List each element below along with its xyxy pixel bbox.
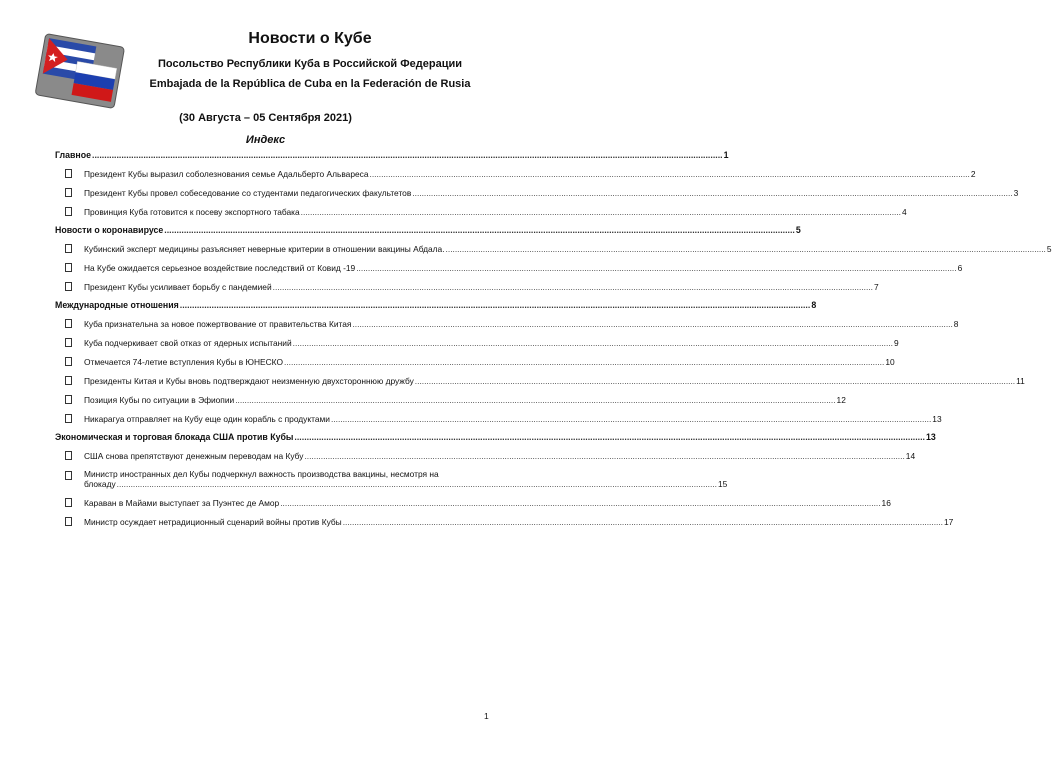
toc-entry-page: 5	[1046, 244, 1052, 254]
bullet-box-icon	[65, 414, 72, 423]
subtitle-spanish: Embajada de la República de Cuba en la Federación de Rusia	[149, 78, 471, 90]
toc-entry[interactable]	[55, 356, 895, 367]
toc-section[interactable]	[55, 300, 817, 310]
toc-entry[interactable]	[55, 168, 976, 179]
toc-entry[interactable]	[55, 206, 907, 217]
toc-entry-page: 6	[957, 263, 963, 273]
leader-dots	[331, 414, 931, 424]
toc-entry[interactable]	[55, 262, 963, 273]
toc-entry-text-cont: блокаду	[84, 479, 116, 489]
bullet-box-icon	[65, 244, 72, 253]
leader-dots	[301, 207, 901, 217]
bullet-box-icon	[65, 498, 72, 507]
bullet-box-icon	[65, 338, 72, 347]
toc-entry-page: 11	[1016, 376, 1025, 386]
toc-entry[interactable]	[55, 413, 942, 424]
toc-entry[interactable]	[55, 243, 1052, 254]
bullet-box-icon	[65, 188, 72, 197]
toc-entry-page: 17	[944, 517, 954, 527]
toc-entry-text: Президенты Китая и Кубы вновь подтверждают неизменную двухстороннюю дружбу	[84, 376, 414, 386]
page-number: 1	[484, 711, 489, 721]
toc-entry[interactable]	[55, 187, 1019, 198]
toc-entry-page: 10	[885, 357, 895, 367]
leader-dots	[293, 338, 893, 348]
document-header	[130, 30, 490, 90]
toc-entry-text: Отмечается 74-летие вступления Кубы в ЮНЕСКО	[84, 357, 283, 367]
toc-entry-text: Караван в Майами выступает за Пуэнтес де Амор	[84, 498, 280, 508]
toc-entry-page: 13	[926, 432, 936, 442]
bullet-box-icon	[65, 282, 72, 291]
toc-entry-text: Куба подчеркивает свой отказ от ядерных испытаний	[84, 338, 292, 348]
leader-dots	[284, 357, 884, 367]
leader-dots	[273, 282, 873, 292]
toc-section[interactable]	[55, 432, 936, 442]
bullet-box-icon	[65, 376, 72, 385]
toc-section-title: Экономическая и торговая блокада США против Кубы	[55, 432, 294, 442]
toc-entry-page: 13	[932, 414, 942, 424]
toc-entry-text: Президент Кубы выразил соболезнования семье Адальберто Альвареса	[84, 169, 369, 179]
toc-entry-text: Провинция Куба готовится к посеву экспортного табака	[84, 207, 300, 217]
toc-entry-page: 14	[905, 451, 916, 461]
toc-section-title: Главное	[55, 150, 92, 160]
toc-entry-text: Позиция Кубы по ситуации в Эфиопии	[84, 395, 235, 405]
toc-entry-page: 2	[970, 169, 976, 179]
toc-entry-page: 8	[953, 319, 959, 329]
toc-entry[interactable]	[55, 318, 959, 329]
toc-entry[interactable]	[55, 375, 1025, 386]
leader-dots	[415, 376, 1015, 386]
flags-logo	[32, 22, 128, 118]
toc-entry-text: США снова препятствуют денежным переводам на Кубу	[84, 451, 304, 461]
leader-dots	[352, 319, 952, 329]
toc-entry[interactable]	[55, 394, 846, 405]
bullet-box-icon	[65, 207, 72, 216]
toc-entry[interactable]	[55, 469, 728, 489]
toc-entry-text: На Кубе ожидается серьезное воздействие последствий от Ковид -19	[84, 263, 356, 273]
toc-section-title: Международные отношения	[55, 300, 179, 310]
toc-entry-text: Никарагуа отправляет на Кубу еще один корабль с продуктами	[84, 414, 330, 424]
bullet-box-icon	[65, 357, 72, 366]
toc-entry-text: Президент Кубы провел собеседование со студентами педагогических факультетов	[84, 188, 412, 198]
leader-dots	[412, 188, 1012, 198]
bullet-box-icon	[65, 451, 72, 460]
bullet-box-icon	[65, 517, 72, 526]
toc-entry[interactable]	[55, 450, 916, 461]
toc-entry-page: 9	[893, 338, 899, 348]
leader-dots	[180, 300, 811, 310]
toc-entry[interactable]	[55, 281, 879, 292]
toc-entry-text: Президент Кубы усиливает борьбу с пандемией	[84, 282, 272, 292]
toc-entry-page: 7	[873, 282, 879, 292]
toc-entry-text: Министр иностранных дел Кубы подчеркнул важность производства вакцины, несмотря на	[84, 469, 439, 479]
bullet-box-icon	[65, 395, 72, 404]
leader-dots	[304, 451, 904, 461]
leader-dots	[370, 169, 970, 179]
leader-dots	[235, 395, 835, 405]
toc-section-title: Новости о коронавирусе	[55, 225, 164, 235]
table-of-contents	[55, 150, 1052, 535]
toc-section[interactable]	[55, 225, 801, 235]
toc-entry[interactable]	[55, 516, 954, 527]
leader-dots	[343, 517, 943, 527]
bullet-box-icon	[65, 169, 72, 178]
toc-entry-text: Кубинский эксперт медицины разъясняет неверные критерии в отношении вакцины Абдала.	[84, 244, 445, 254]
toc-entry-text: Министр осуждает нетрадиционный сценарий войны против Кубы	[84, 517, 342, 527]
toc-entry-page: 1	[723, 150, 729, 160]
bullet-box-icon	[65, 471, 72, 480]
toc-entry-page: 5	[795, 225, 801, 235]
toc-section[interactable]	[55, 150, 729, 160]
toc-entry-page: 12	[836, 395, 846, 405]
leader-dots	[356, 263, 956, 273]
date-range: (30 Августа – 05 Сентября 2021)	[179, 112, 352, 124]
document-title: Новости о Кубе	[248, 30, 372, 47]
index-title: Индекс	[245, 134, 286, 146]
toc-entry[interactable]	[55, 497, 891, 508]
leader-dots	[117, 479, 717, 489]
bullet-box-icon	[65, 319, 72, 328]
leader-dots	[280, 498, 880, 508]
toc-entry-page: 3	[1013, 188, 1019, 198]
toc-entry-page: 8	[811, 300, 817, 310]
leader-dots	[446, 244, 1046, 254]
toc-entry-text: Куба признательна за новое пожертвование от правительства Китая	[84, 319, 352, 329]
toc-entry-page: 16	[881, 498, 891, 508]
toc-entry[interactable]	[55, 337, 899, 348]
subtitle-russian: Посольство Республики Куба в Российской Федерации	[158, 58, 462, 70]
leader-dots	[92, 150, 723, 160]
bullet-box-icon	[65, 263, 72, 272]
leader-dots	[164, 225, 795, 235]
leader-dots	[294, 432, 925, 442]
toc-entry-page: 15	[717, 479, 728, 489]
toc-entry-page: 4	[902, 207, 907, 217]
